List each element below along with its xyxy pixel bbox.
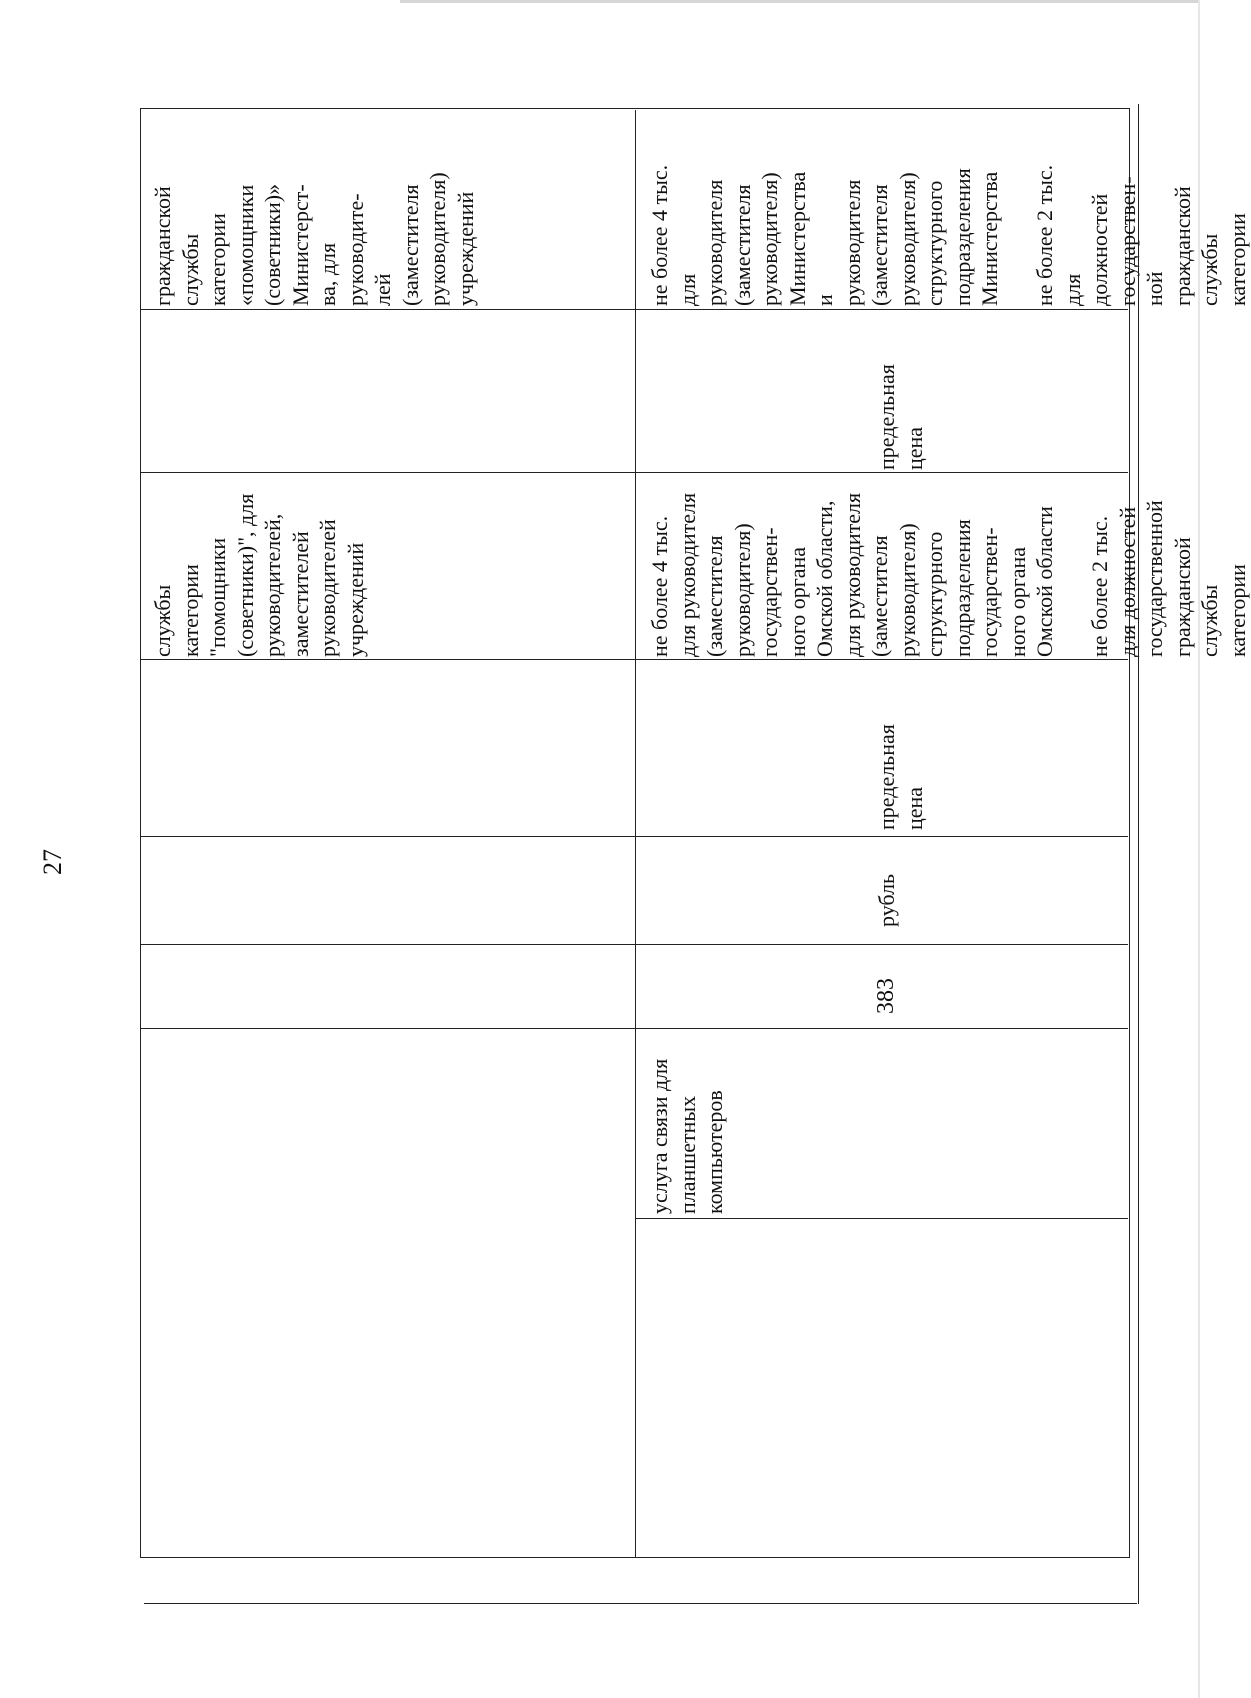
- col-divider-4: [141, 836, 1128, 837]
- continued-col7: гражданской службы категории «помощники (советники)» Министерст- ва, для руководите- лей (заместителя руководителя) учреждений: [150, 172, 478, 306]
- continued-col5: службы категории "помощники (советники)", для руководителей, заместителей руководителей учреждений: [150, 493, 368, 657]
- row-divider: [635, 110, 636, 1557]
- unit-name: рубль: [874, 873, 899, 927]
- code-okei: 383: [873, 978, 899, 1014]
- col-divider-1: [635, 1218, 1128, 1219]
- value-1: не более 4 тыс. для руководителя (заместителя руководителя) государствен- ного органа Омской области, для руководителя (заместителя руководителя) структурного подразделения государствен- ного органа Омской области не более 2 тыс. для должностей государственной гражданской службы категории: [647, 492, 1250, 657]
- col-divider-6: [141, 472, 1128, 473]
- table-outer-edge: [144, 1603, 1137, 1604]
- data-table: [140, 108, 1250, 1558]
- col-divider-2: [141, 1028, 1128, 1029]
- col-divider-5: [141, 659, 1128, 660]
- col-divider-3: [141, 944, 1128, 945]
- characteristic-1: предельная цена: [874, 724, 927, 830]
- col-divider-7: [141, 309, 1128, 310]
- table-bottom-edge: [1138, 104, 1139, 1604]
- page-number: 27: [38, 849, 67, 875]
- service-name: услуга связи для планшетных компьютеров: [647, 1058, 727, 1214]
- value-2: не более 4 тыс. для руководителя (заместителя руководителя) Министерства и руководителя (заместителя руководителя) структурного подразделения Министерства не более 2 тыс. для должностей государствен- ной гражданской службы категории: [647, 164, 1250, 306]
- characteristic-2: предельная цена: [874, 364, 927, 470]
